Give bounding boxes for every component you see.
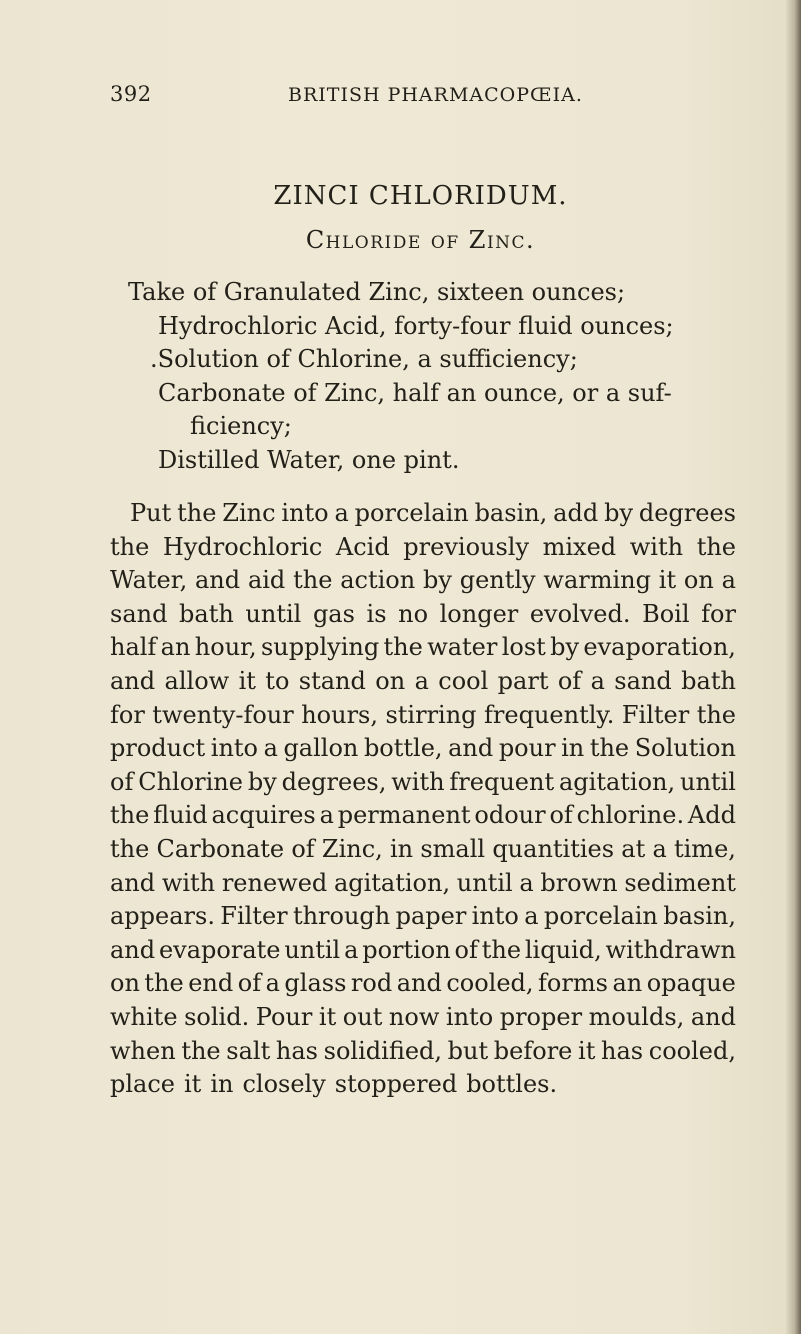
method-line: Water, and aid the action by gently warming it on a [110, 566, 736, 595]
method-line: of Chlorine by degrees, with frequent agitation, until [110, 767, 736, 796]
method-line: Put the Zinc into a porcelain basin, add by degrees [130, 499, 736, 527]
method-line: and with renewed agitation, until a brown sediment [110, 868, 736, 897]
method-line: the Hydrochloric Acid previously mixed with the [110, 532, 736, 561]
ingredient-line: Carbonate of Zinc, half an ounce, or a suf- [158, 378, 672, 407]
ingredient-line: Hydrochloric Acid, forty-four fluid ounces; [158, 311, 674, 340]
ingredient-line: ficiency; [190, 412, 292, 440]
method-line: appears. Filter through paper into a porcelain basin, [110, 902, 736, 931]
method-line: and evaporate until a portion of the liquid, withdrawn [110, 935, 736, 964]
method-line: the fluid acquires a permanent odour of chlorine. Add [110, 801, 736, 830]
method-line: on the end of a glass rod and cooled, forms an opaque [110, 969, 736, 998]
method-line: and allow it to stand on a cool part of a sand bath [110, 666, 736, 695]
method-line: place it in closely stoppered bottles. [110, 1070, 558, 1099]
ingredient-line: Distilled Water, one pint. [158, 445, 460, 474]
method-line: product into a gallon bottle, and pour in the Solution [110, 734, 736, 763]
method-line: sand bath until gas is no longer evolved. Boil for [110, 599, 736, 628]
method-line: for twenty-four hours, stirring frequently. Filter the [110, 700, 736, 729]
monograph-subtitle: Chloride of Zinc. [305, 226, 536, 254]
method-line: the Carbonate of Zinc, in small quantities at a time, [110, 834, 736, 863]
method-line: half an hour, supplying the water lost by evaporation, [110, 633, 736, 662]
page-number: 392 [110, 82, 152, 106]
running-head: BRITISH PHARMACOPŒIA. [288, 84, 583, 106]
ingredient-line: Take of Granulated Zinc, sixteen ounces; [128, 278, 626, 306]
ingredients-list [128, 276, 748, 477]
method-paragraph [110, 497, 736, 1102]
monograph-title: ZINCI CHLORIDUM. [273, 181, 568, 211]
ingredient-line: .Solution of Chlorine, a sufficiency; [150, 345, 578, 373]
method-line: white solid. Pour it out now into proper moulds, and [110, 1002, 736, 1031]
method-line: when the salt has solidified, but before it has cooled, [110, 1036, 736, 1065]
